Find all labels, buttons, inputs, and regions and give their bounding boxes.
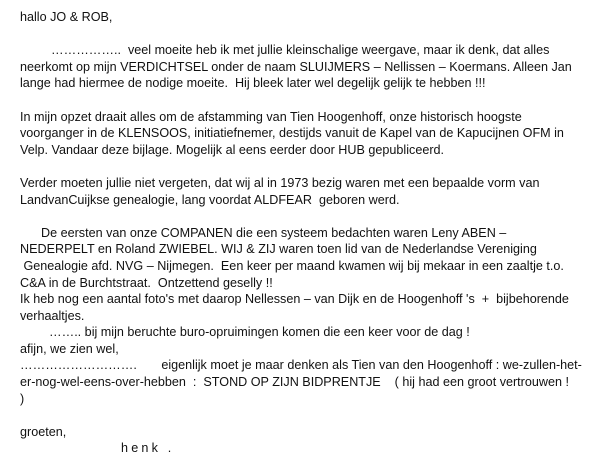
paragraph-line: lange had hiermee de nodige moeite. Hij bleek later wel degelijk gelijk te hebben !!!	[20, 76, 486, 91]
paragraph-line: Velp. Vandaar deze bijlage. Mogelijk al eens eerder door HUB gepubliceerd.	[20, 142, 445, 157]
blank-line	[20, 26, 594, 43]
blank-line	[20, 208, 594, 225]
closing: groeten,	[20, 424, 67, 439]
paragraph-line: voorganger in de KLENSOOS, initiatiefnemer, destijds vanuit de Kapel van de Kapucijnen OFM in	[20, 126, 564, 141]
paragraph-line: C&A in de Burchtstraat. Ontzettend geselly !!	[20, 275, 273, 290]
blank-line	[20, 158, 594, 175]
paragraph-line: NEDERPELT en Roland ZWIEBEL. WIJ & ZIJ waren toen lid van de Nederlandse Vereniging	[20, 242, 537, 257]
paragraph-line: neerkomt op mijn VERDICHTSEL onder de naam SLUIJMERS – Nellissen – Koermans. Alleen Jan	[20, 59, 572, 74]
paragraph-line: Genealogie afd. NVG – Nijmegen. Een keer per maand kwamen wij bij mekaar in een zaaltje t.o.	[20, 258, 564, 273]
paragraph-line: verhaaltjes.	[20, 308, 85, 323]
blank-line	[20, 407, 594, 424]
paragraph-line: Verder moeten jullie niet vergeten, dat wij al in 1973 bezig waren met een bepaalde vorm van	[20, 175, 540, 190]
paragraph-1	[20, 42, 594, 92]
paragraph-line: De eersten van onze COMPANEN die een systeem bedachten waren Leny ABEN –	[41, 225, 507, 240]
greeting: hallo JO & ROB,	[20, 10, 113, 24]
paragraph-line: In mijn opzet draait alles om de afstamming van Tien Hoogenhoff, onze historisch hoogste	[20, 109, 522, 124]
paragraph-6: afijn, we zien wel,	[20, 341, 119, 356]
letter-body	[20, 9, 594, 457]
paragraph-line: ………………………. eigenlijk moet je maar denken als Tien van den Hoogenhoff : we-zullen-het-	[20, 358, 582, 373]
blank-line	[20, 92, 594, 109]
paragraph-line: Ik heb nog een aantal foto's met daarop Nellessen – van Dijk en de Hoogenhoff 's + bijbehorende	[20, 292, 569, 307]
paragraph-7	[20, 357, 594, 407]
paragraph-line: )	[20, 391, 25, 406]
paragraph-5: …….. bij mijn beruchte buro-opruimingen komen die een keer voor de dag !	[49, 325, 470, 340]
paragraph-2	[20, 109, 594, 159]
paragraph-4	[20, 225, 594, 325]
paragraph-line: …………….. veel moeite heb ik met jullie kleinschalige weergave, maar ik denk, dat alles	[51, 43, 550, 58]
paragraph-line: er-nog-wel-eens-over-hebben : STOND OP ZIJN BIDPRENTJE ( hij had een groot vertrouwen !	[20, 375, 569, 390]
paragraph-3	[20, 175, 594, 208]
signature: henk .	[121, 441, 175, 456]
paragraph-line: LandvanCuijkse genealogie, lang voordat ALDFEAR geboren werd.	[20, 192, 400, 207]
